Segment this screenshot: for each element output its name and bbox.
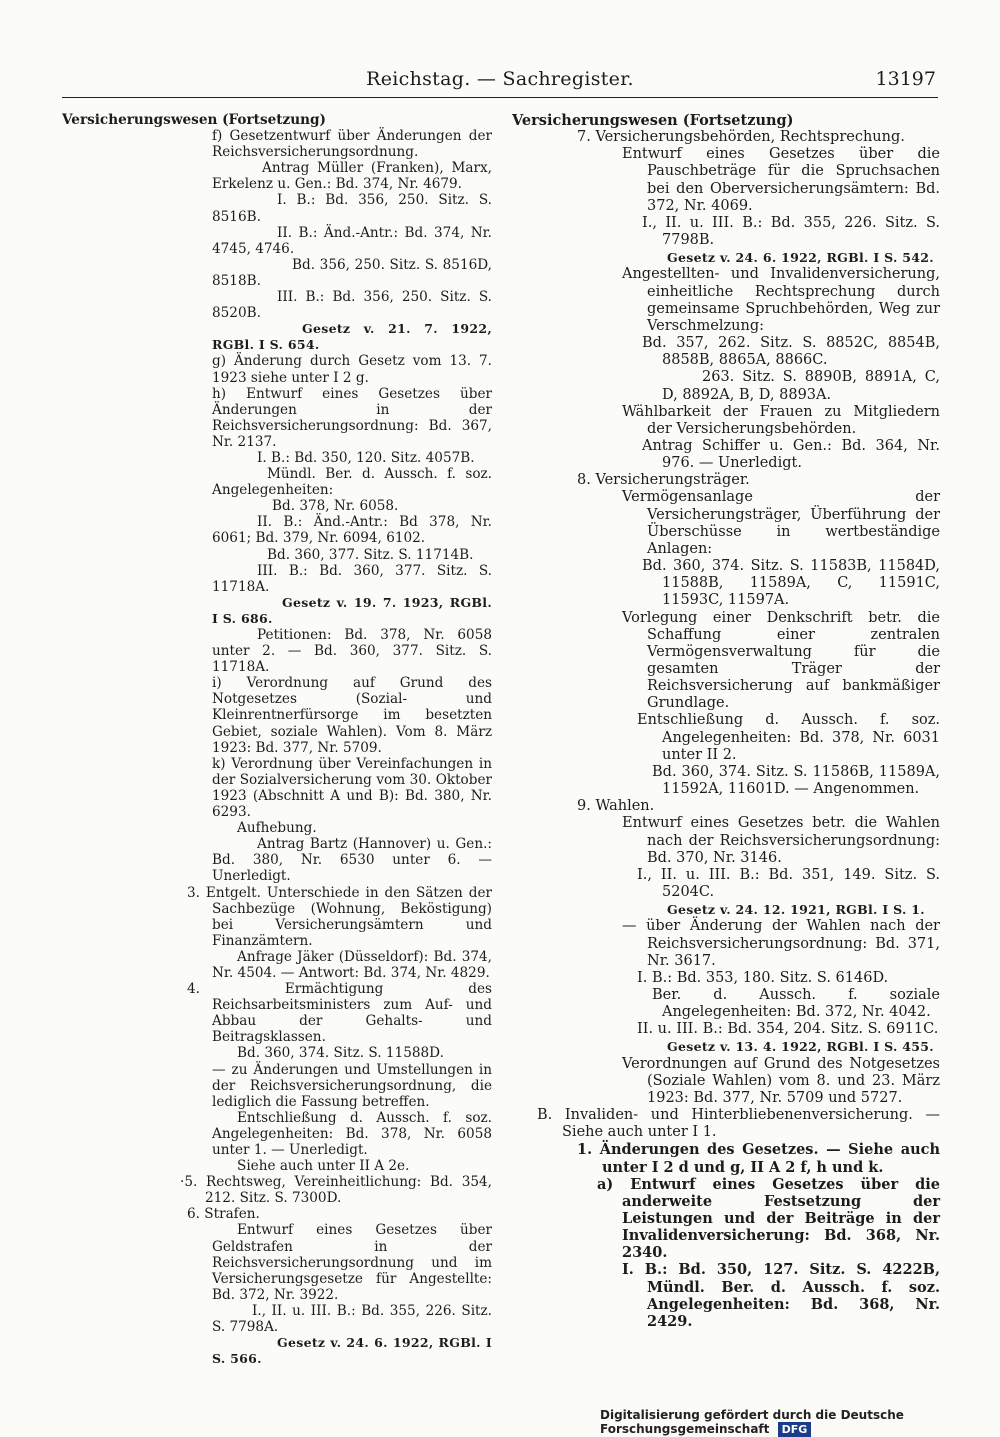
- law-reference: Gesetz v. 21. 7. 1922, RGBl. I S. 654.: [212, 321, 492, 353]
- page-number: 13197: [875, 68, 936, 90]
- index-entry: 7. Versicherungsbehörden, Rechtsprechung.: [577, 129, 905, 146]
- index-entry: — zu Änderungen und Umstellungen in der Reichsversicherungsordnung, die lediglich die Fassung betreffen.: [212, 1061, 492, 1110]
- index-entry: Versicherungswesen (Fortsetzung): [512, 112, 794, 129]
- index-entry: Angestellten- und Invalidenversicherung, einheitliche Rechtsprechung durch gemeinsame Spruchbehörden, Weg zur Verschmelzung:: [622, 266, 940, 334]
- index-entry: Bd. 356, 250. Sitz. S. 8516D, 8518B.: [212, 256, 492, 289]
- index-entry: Vermögensanlage der Versicherungsträger, Überführung der Überschüsse in wertbeständige Anlagen:: [622, 489, 940, 557]
- index-entry: I. B.: Bd. 350, 127. Sitz. S. 4222B, Mündl. Ber. d. Aussch. f. soz. Angelegenheiten: Bd. 368, Nr. 2429.: [622, 1261, 940, 1330]
- page-header: [0, 62, 1000, 96]
- index-entry: Bd. 360, 377. Sitz. S. 11714B.: [267, 546, 474, 563]
- index-entry: I., II. u. III. B.: Bd. 351, 149. Sitz. S. 5204C.: [637, 866, 940, 901]
- index-entry: Bd. 360, 374. Sitz. S. 11586B, 11589A, 11592A, 11601D. — Angenommen.: [652, 763, 940, 798]
- law-reference: Gesetz v. 13. 4. 1922, RGBl. I S. 455.: [667, 1039, 934, 1055]
- index-entry: Bd. 378, Nr. 6058.: [272, 498, 399, 515]
- index-entry: Ber. d. Aussch. f. soziale Angelegenheiten: Bd. 372, Nr. 4042.: [652, 986, 940, 1021]
- header-rule: [62, 97, 938, 98]
- index-entry: 3. Entgelt. Unterschiede in den Sätzen der Sachbezüge (Wohnung, Beköstigung) bei Versicherungsämtern und Finanzämtern.: [187, 884, 492, 949]
- index-entry: I. B.: Bd. 350, 120. Sitz. 4057B.: [257, 449, 475, 466]
- index-entry: i) Verordnung auf Grund des Notgesetzes (Sozial- und Kleinrentnerfürsorge im besetzten Gebiet, soziale Wahlen). Vom 8. März 1923: Bd. 377, Nr. 5709.: [212, 675, 492, 756]
- index-entry: I. B.: Bd. 356, 250. Sitz. S. 8516B.: [212, 192, 492, 225]
- index-entry: 9. Wahlen.: [577, 798, 655, 815]
- dfg-logo: DFG: [778, 1422, 812, 1437]
- index-entry: h) Entwurf eines Gesetzes über Änderungen in der Reichsversicherungsordnung: Bd. 367, Nr. 2137.: [212, 385, 492, 450]
- index-entry: Antrag Müller (Franken), Marx, Erkelenz u. Gen.: Bd. 374, Nr. 4679.: [212, 160, 492, 193]
- index-entry: III. B.: Bd. 356, 250. Sitz. S. 8520B.: [212, 289, 492, 322]
- index-entry: — über Änderung der Wahlen nach der Reichsversicherungsordnung: Bd. 371, Nr. 3617.: [622, 918, 940, 969]
- index-entry: I., II. u. III. B.: Bd. 355, 226. Sitz. S. 7798B.: [642, 214, 940, 249]
- index-entry: Bd. 360, 374. Sitz. S. 11583B, 11584D, 11588B, 11589A, C, 11591C, 11593C, 11597A.: [642, 558, 940, 609]
- index-entry: Entwurf eines Gesetzes über Geldstrafen in der Reichsversicherungsordnung und im Versicherungsgesetze für Angestellte: Bd. 372, Nr. 3922.: [212, 1222, 492, 1303]
- law-reference: Gesetz v. 24. 6. 1922, RGBl. I S. 542.: [667, 250, 934, 266]
- index-entry: Entschließung d. Aussch. f. soz. Angelegenheiten: Bd. 378, Nr. 6031 unter II 2.: [637, 712, 940, 763]
- index-entry: II. u. III. B.: Bd. 354, 204. Sitz. S. 6911C.: [637, 1021, 939, 1038]
- index-entry: 1. Änderungen des Gesetzes. — Siehe auch unter I 2 d und g, II A 2 f, h und k.: [577, 1141, 940, 1176]
- law-reference: Gesetz v. 19. 7. 1923, RGBl. I S. 686.: [212, 594, 492, 626]
- index-entry: Antrag Bartz (Hannover) u. Gen.: Bd. 380, Nr. 6530 unter 6. — Unerledigt.: [212, 836, 492, 885]
- index-entry: k) Verordnung über Vereinfachungen in der Sozialversicherung vom 30. Oktober 1923 (Abschnitt A und B): Bd. 380, Nr. 6293.: [212, 755, 492, 821]
- law-reference: Gesetz v. 24. 12. 1921, RGBl. I S. 1.: [667, 902, 925, 918]
- index-entry: Bd. 360, 374. Sitz. S. 11588D.: [237, 1045, 444, 1062]
- index-entry: 4. Ermächtigung des Reichsarbeitsministers zum Auf- und Abbau der Gehalts- und Beitragsklassen.: [187, 981, 492, 1046]
- footer: [600, 1408, 980, 1437]
- index-entry: Antrag Schiffer u. Gen.: Bd. 364, Nr. 976. — Unerledigt.: [642, 437, 940, 472]
- index-entry: I. B.: Bd. 353, 180. Sitz. S. 6146D.: [637, 969, 889, 986]
- right-column: [512, 112, 940, 1330]
- running-title: Reichstag. — Sachregister.: [366, 68, 634, 90]
- index-entry: II. B.: Änd.-Antr.: Bd 378, Nr. 6061; Bd. 379, Nr. 6094, 6102.: [212, 514, 492, 547]
- index-entry: Verordnungen auf Grund des Notgesetzes (Soziale Wahlen) vom 8. und 23. März 1923: Bd. 377, Nr. 5709 und 5727.: [622, 1055, 940, 1106]
- index-entry: Aufhebung.: [237, 820, 317, 837]
- index-entry: B. Invaliden- und Hinterbliebenenversicherung. — Siehe auch unter I 1.: [537, 1107, 940, 1141]
- index-entry: Entwurf eines Gesetzes über die Pauschbeträge für die Spruchsachen bei den Oberversicherungsämtern: Bd. 372, Nr. 4069.: [622, 146, 940, 214]
- index-entry: Wählbarkeit der Frauen zu Mitgliedern der Versicherungsbehörden.: [622, 403, 940, 437]
- index-entry: Anfrage Jäker (Düsseldorf): Bd. 374, Nr. 4504. — Antwort: Bd. 374, Nr. 4829.: [212, 948, 492, 981]
- index-entry: III. B.: Bd. 360, 377. Sitz. S. 11718A.: [212, 562, 492, 595]
- index-entry: Mündl. Ber. d. Aussch. f. soz. Angelegenheiten:: [212, 466, 492, 499]
- law-reference: Gesetz v. 24. 6. 1922, RGBl. I S. 566.: [212, 1335, 492, 1367]
- index-entry: Petitionen: Bd. 378, Nr. 6058 unter 2. — Bd. 360, 377. Sitz. S. 11718A.: [212, 627, 492, 676]
- index-entry: Entschließung d. Aussch. f. soz. Angelegenheiten: Bd. 378, Nr. 6058 unter 1. — Unerledigt.: [212, 1109, 492, 1158]
- index-entry: 263. Sitz. S. 8890B, 8891A, C, D, 8892A, B, D, 8893A.: [662, 369, 940, 403]
- index-entry: f) Gesetzentwurf über Änderungen der Reichsversicherungsordnung.: [212, 128, 492, 161]
- index-entry: 6. Strafen.: [187, 1206, 260, 1223]
- index-entry: ·5. Rechtsweg, Vereinheitlichung: Bd. 354, 212. Sitz. S. 7300D.: [180, 1174, 492, 1207]
- footer-text: Digitalisierung gefördert durch die Deutsche Forschungsgemeinschaft: [600, 1408, 904, 1436]
- index-entry: a) Entwurf eines Gesetzes über die anderweite Festsetzung der Leistungen und der Beiträge in der Invalidenversicherung: Bd. 368, Nr. 2340.: [597, 1175, 940, 1262]
- index-entry: II. B.: Änd.-Antr.: Bd. 374, Nr. 4745, 4746.: [212, 224, 492, 257]
- index-entry: Entwurf eines Gesetzes betr. die Wahlen nach der Reichsversicherungsordnung: Bd. 370, Nr. 3146.: [622, 815, 940, 866]
- index-entry: Bd. 357, 262. Sitz. S. 8852C, 8854B, 8858B, 8865A, 8866C.: [642, 335, 940, 369]
- index-entry: g) Änderung durch Gesetz vom 13. 7. 1923 siehe unter I 2 g.: [212, 353, 492, 386]
- index-entry: I., II. u. III. B.: Bd. 355, 226. Sitz. S. 7798A.: [212, 1302, 492, 1336]
- left-column: [62, 112, 492, 1367]
- index-entry: 8. Versicherungsträger.: [577, 472, 750, 489]
- index-entry: Siehe auch unter II A 2e.: [237, 1158, 410, 1175]
- index-entry: Vorlegung einer Denkschrift betr. die Schaffung einer zentralen Vermögensverwaltung für die gesamten Träger der Reichsversicherung auf bankmäßiger Grundlage.: [622, 609, 940, 712]
- index-entry: Versicherungswesen (Fortsetzung): [62, 112, 326, 128]
